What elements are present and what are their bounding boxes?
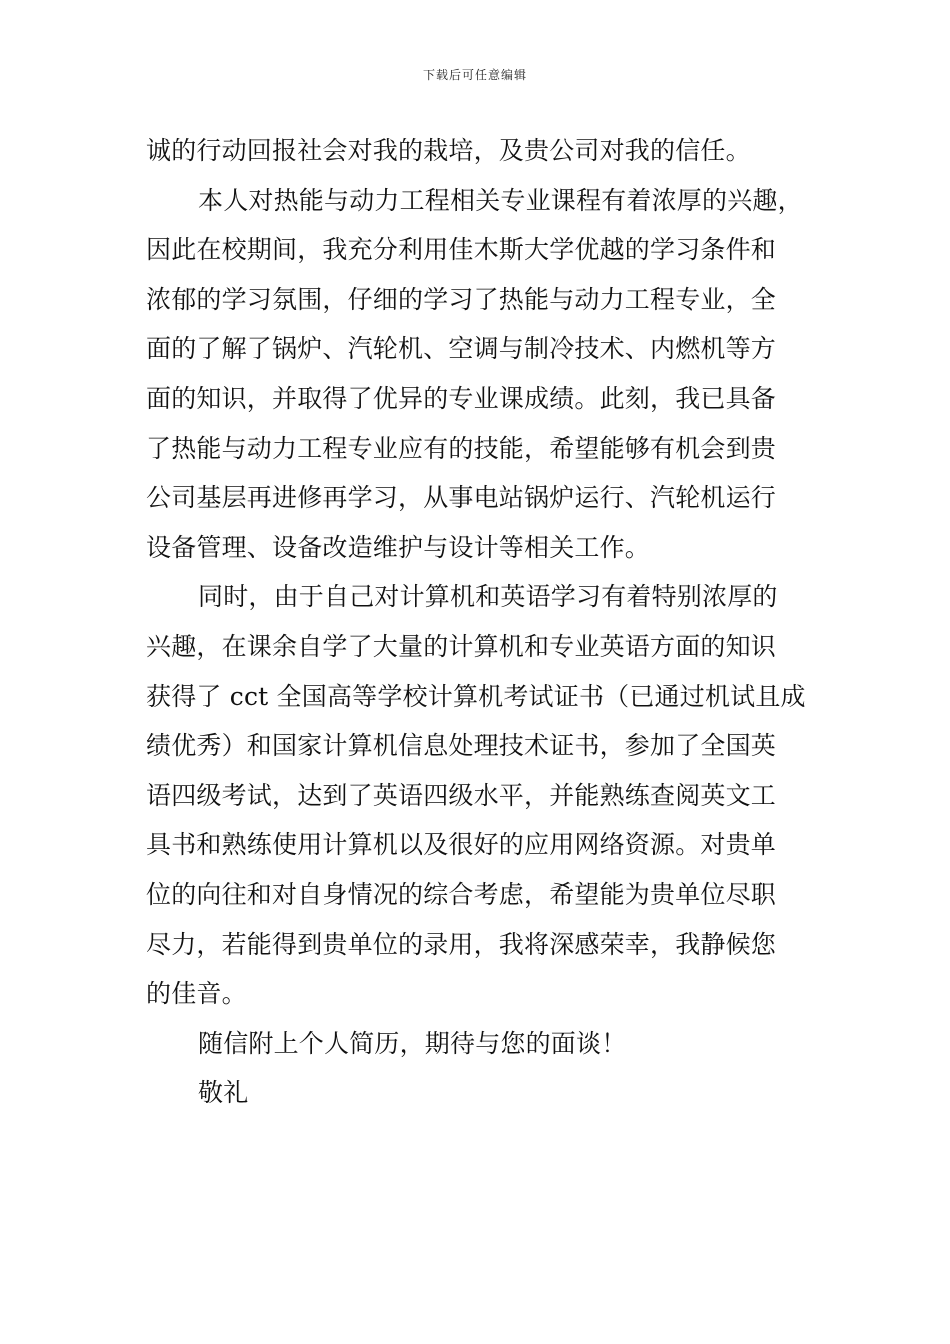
text-line: 本人对热能与动力工程相关专业课程有着浓厚的兴趣， [198,185,803,215]
text-line: 的佳音。 [146,979,247,1009]
page-header-note: 下载后可任意编辑 [422,68,527,82]
text-line: 尽力，若能得到贵单位的录用，我将深感荣幸，我静候您 [146,929,777,959]
letter-body [146,126,826,1118]
text-line: 敬礼 [198,1078,249,1108]
text-line: 绩优秀）和国家计算机信息处理技术证书，参加了全国英 [146,731,777,761]
text-line: 因此在校期间，我充分利用佳木斯大学优越的学习条件和 [146,235,777,265]
text-line: 随信附上个人简历，期待与您的面谈！ [198,1028,627,1058]
text-line: 公司基层再进修再学习，从事电站锅炉运行、汽轮机运行 [146,483,777,513]
text-line: 浓郁的学习氛围，仔细的学习了热能与动力工程专业，全 [146,284,777,314]
text-line: 获得了 cct 全国高等学校计算机考试证书（已通过机试且成 [146,681,806,711]
text-line: 语四级考试，达到了英语四级水平，并能熟练查阅英文工 [146,780,777,810]
text-line: 了热能与动力工程专业应有的技能，希望能够有机会到贵 [146,433,777,463]
text-line: 同时，由于自己对计算机和英语学习有着特别浓厚的 [198,582,778,612]
text-line: 设备管理、设备改造维护与设计等相关工作。 [146,532,651,562]
text-line: 面的了解了锅炉、汽轮机、空调与制冷技术、内燃机等方 [146,334,777,364]
text-line: 位的向往和对自身情况的综合考虑，希望能为贵单位尽职 [146,879,777,909]
text-line: 面的知识，并取得了优异的专业课成绩。此刻，我已具备 [146,383,777,413]
text-line: 兴趣，在课余自学了大量的计算机和专业英语方面的知识 [146,631,777,661]
text-line: 具书和熟练使用计算机以及很好的应用网络资源。对贵单 [146,830,777,860]
text-line: 诚的行动回报社会对我的栽培，及贵公司对我的信任。 [146,136,751,165]
